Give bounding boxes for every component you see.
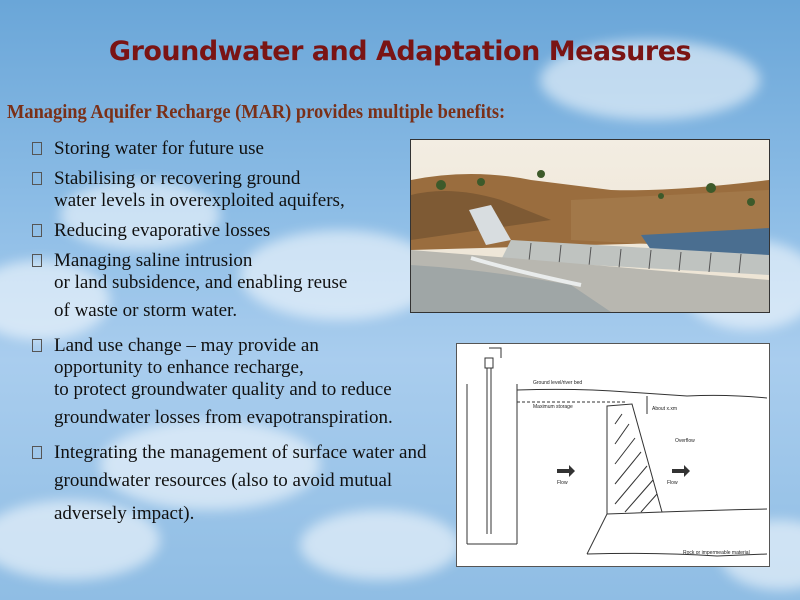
bullet-line: groundwater resources (also to avoid mutual [54,470,393,491]
bullet-item [32,168,462,212]
bullet-line: or land subsidence, and enabling reuse [54,272,348,293]
bullet-marker-icon [32,142,42,155]
slide-subtitle: Managing Aquifer Recharge (MAR) provides multiple benefits: [7,101,506,123]
svg-text:Flow: Flow [557,480,568,486]
bullet-list [32,138,462,538]
bullet-item [32,335,462,434]
dam-photo [410,139,770,313]
mar-schematic-diagram [456,343,770,567]
bullet-line: adversely impact). [54,503,195,524]
svg-text:About x.xm: About x.xm [652,406,678,412]
bullet-line: Reducing evaporative losses [54,220,271,241]
bullet-item [32,138,462,160]
slide-title: Groundwater and Adaptation Measures [108,36,692,67]
bullet-line: of waste or storm water. [54,300,238,321]
bullet-item [32,442,462,530]
bullet-line: opportunity to enhance recharge, [54,357,304,378]
bullet-line: Land use change – may provide an [54,335,319,356]
bullet-item [32,250,462,327]
svg-text:Rock or impermeable material: Rock or impermeable material [683,550,750,556]
svg-text:Overflow: Overflow [675,438,695,444]
svg-text:Flow: Flow [667,480,678,486]
svg-text:Maximum storage: Maximum storage [533,404,573,410]
bullet-line: Integrating the management of surface water and [54,442,427,463]
bullet-marker-icon [32,446,42,459]
bullet-line: Managing saline intrusion [54,250,253,271]
bullet-line: water levels in overexploited aquifers, [54,190,345,211]
bullet-line: Stabilising or recovering ground [54,168,301,189]
svg-text:Ground level/river bed: Ground level/river bed [533,380,583,386]
bullet-line: groundwater losses from evapotranspiration. [54,407,393,428]
bullet-marker-icon [32,254,42,267]
bullet-line: to protect groundwater quality and to reduce [54,379,392,400]
bullet-line: Storing water for future use [54,138,264,159]
bullet-item [32,220,462,242]
bullet-marker-icon [32,339,42,352]
bullet-marker-icon [32,172,42,185]
bullet-marker-icon [32,224,42,237]
